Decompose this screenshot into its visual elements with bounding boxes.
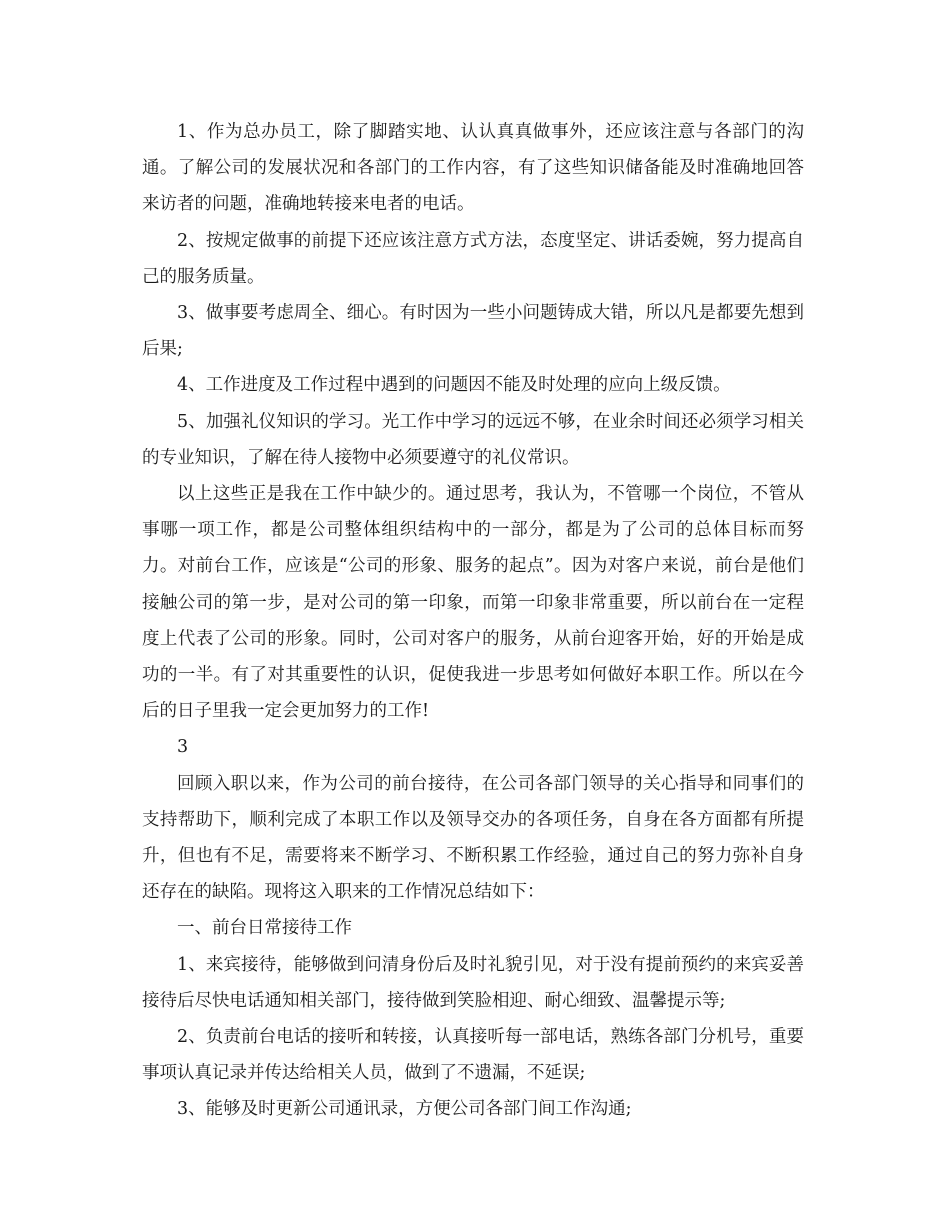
paragraph-reflection: 以上这些正是我在工作中缺少的。通过思考，我认为，不管哪一个岗位，不管从事哪一项工作，都是公司整体组织结构中的一部分，都是为了公司的总体目标而努力。对前台工作，应该是“公司的形象、服务的起点”。因为对客户来说，前台是他们接触公司的第一步，是对公司的第一印象，而第一印象非常重要，所以前台在一定程度上代表了公司的形象。同时，公司对客户的服务，从前台迎客开始，好的开始是成功的一半。有了对其重要性的认识，促使我进一步思考如何做好本职工作。所以在今后的日子里我一定会更加努力的工作! [142, 484, 804, 722]
section-number: 3 [177, 737, 189, 758]
paragraph-item-4: 4、工作进度及工作过程中遇到的问题因不能及时处理的应向上级反馈。 [177, 375, 731, 396]
section-heading: 一、前台日常接待工作 [177, 918, 352, 939]
paragraph-item-1: 1、作为总办员工，除了脚踏实地、认认真真做事外，还应该注意与各部门的沟通。了解公司的发展状况和各部门的工作内容，有了这些知识储备能及时准确地回答来访者的问题，准确地转接来电者的电话。 [142, 122, 804, 215]
paragraph-item-3: 3、做事要考虑周全、细心。有时因为一些小问题铸成大错，所以凡是都要先想到后果; [142, 303, 804, 360]
paragraph-item-5: 5、加强礼仪知识的学习。光工作中学习的远远不够，在业余时间还必须学习相关的专业知识，了解在待人接物中必须要遵守的礼仪常识。 [142, 411, 804, 468]
paragraph-reception-1: 1、来宾接待，能够做到问清身份后及时礼貌引见，对于没有提前预约的来宾妥善接待后尽快电话通知相关部门，接待做到笑脸相迎、耐心细致、温馨提示等; [142, 954, 804, 1011]
document-body [142, 114, 804, 1128]
paragraph-item-2: 2、按规定做事的前提下还应该注意方式方法，态度坚定、讲话委婉，努力提高自己的服务质量。 [142, 230, 804, 287]
paragraph-reception-2: 2、负责前台电话的接听和转接，认真接听每一部电话，熟练各部门分机号，重要事项认真记录并传达给相关人员，做到了不遗漏，不延误; [142, 1027, 804, 1084]
paragraph-reception-3: 3、能够及时更新公司通讯录，方便公司各部门间工作沟通; [177, 1099, 632, 1120]
paragraph-review-intro: 回顾入职以来，作为公司的前台接待，在公司各部门领导的关心指导和同事们的支持帮助下，顺利完成了本职工作以及领导交办的各项任务，自身在各方面都有所提升，但也有不足，需要将来不断学习、不断积累工作经验，通过自己的努力弥补自身还存在的缺陷。现将这入职来的工作情况总结如下： [142, 773, 804, 903]
